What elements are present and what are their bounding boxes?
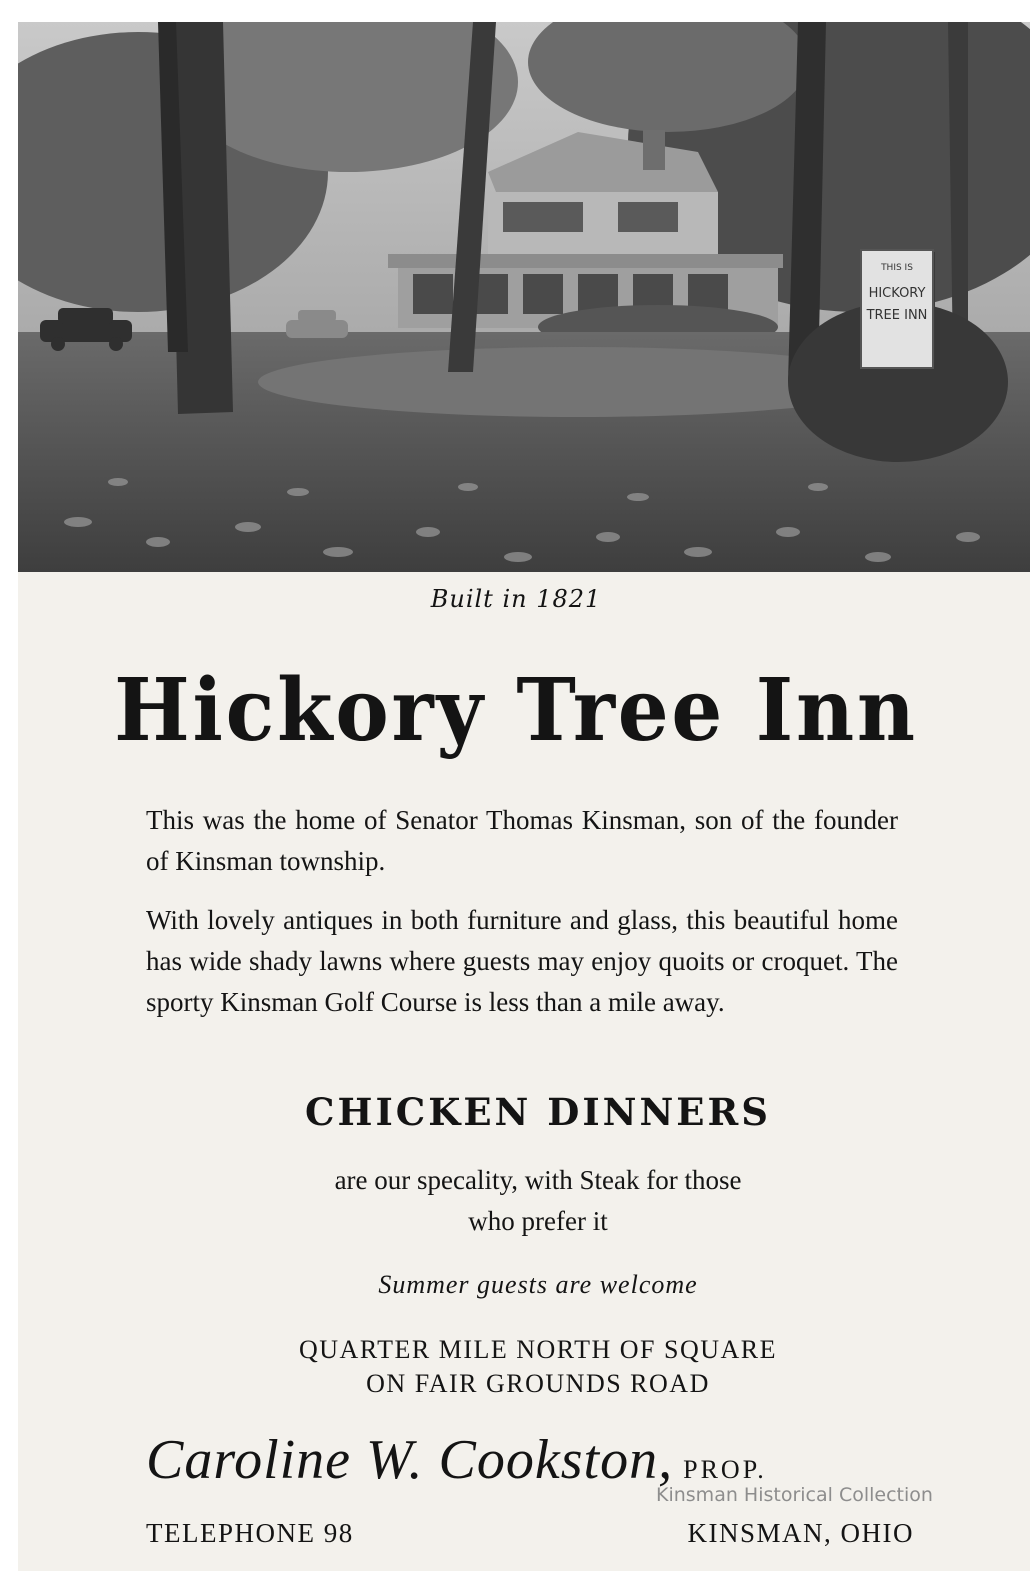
- specialty-line-2: who prefer it: [468, 1206, 608, 1236]
- inn-photograph: [18, 22, 1030, 572]
- proprietor-name: Caroline W. Cookston,: [146, 1429, 674, 1491]
- summer-guests-note: Summer guests are welcome: [378, 1270, 698, 1299]
- sign-line-3: TREE INN: [866, 308, 928, 323]
- specialty-text: [0, 1160, 1032, 1242]
- directions-line-2: ON FAIR GROUNDS ROAD: [366, 1369, 710, 1398]
- directions: [0, 1333, 1032, 1401]
- inn-title: Hickory Tree Inn: [114, 660, 918, 761]
- specialty-line-1: are our specality, with Steak for those: [334, 1165, 742, 1195]
- sign-line-1: THIS IS: [881, 263, 913, 273]
- sign-line-2: HICKORY: [868, 286, 926, 301]
- paragraph-amenities: With lovely antiques in both furniture and glass, this beautiful home has wide shady lawns where guests may enjoy quoits or croquet. The sporty Kinsman Golf Course is less than a mile away.: [146, 905, 898, 1017]
- paragraph-history: This was the home of Senator Thomas Kinsman, son of the founder of Kinsman township.: [146, 805, 898, 876]
- proprietor-abbr: PROP.: [683, 1455, 767, 1484]
- proprietor-line: [146, 1428, 926, 1492]
- caption-built: Built in 1821: [430, 585, 602, 613]
- directions-line-1: QUARTER MILE NORTH OF SQUARE: [299, 1335, 777, 1364]
- specialty-heading: CHICKEN DINNERS: [305, 1090, 771, 1134]
- telephone-number: TELEPHONE 98: [146, 1518, 354, 1548]
- collection-watermark: Kinsman Historical Collection: [656, 1484, 933, 1506]
- location-text: KINSMAN, OHIO: [687, 1518, 914, 1548]
